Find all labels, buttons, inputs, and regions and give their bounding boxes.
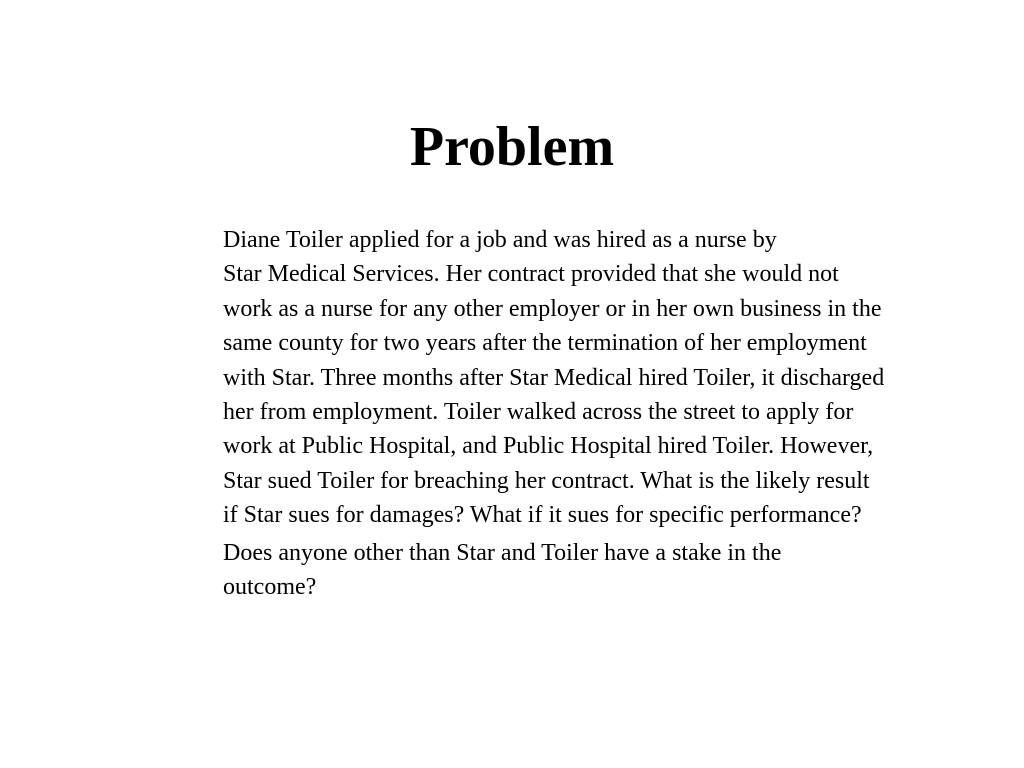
question-paragraph bbox=[121, 536, 921, 605]
problem-paragraph bbox=[121, 223, 921, 533]
paragraph-line: work at Public Hospital, and Public Hospital hired Toiler. However, bbox=[223, 433, 874, 460]
paragraph-line: Star sued Toiler for breaching her contract. What is the likely result bbox=[223, 467, 870, 494]
paragraph-line: Diane Toiler applied for a job and was hired as a nurse by bbox=[223, 227, 777, 253]
paragraph-line: Does anyone other than Star and Toiler have a stake in the bbox=[223, 539, 782, 566]
slide-title: Problem bbox=[409, 116, 615, 178]
paragraph-line: with Star. Three months after Star Medical hired Toiler, it discharged bbox=[223, 364, 885, 391]
slide-body bbox=[121, 223, 921, 604]
paragraph-line: work as a nurse for any other employer or in her own business in the bbox=[223, 295, 882, 322]
paragraph-line: her from employment. Toiler walked across the street to apply for bbox=[223, 399, 854, 426]
paragraph-line: same county for two years after the termination of her employment bbox=[223, 330, 867, 357]
paragraph-line: if Star sues for damages? What if it sues for specific performance? bbox=[223, 502, 862, 529]
paragraph-line: outcome? bbox=[223, 574, 317, 601]
paragraph-line: Star Medical Services. Her contract provided that she would not bbox=[223, 261, 839, 288]
